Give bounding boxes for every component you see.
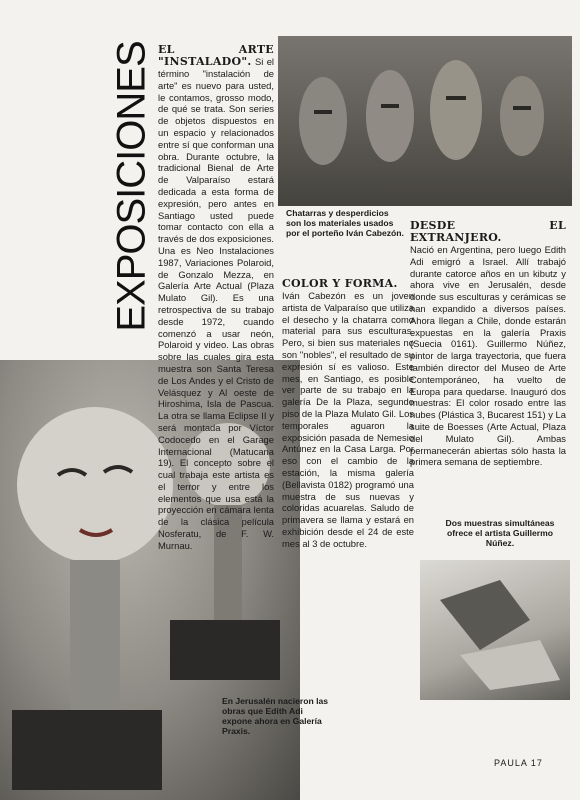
nunez-illustration — [420, 560, 570, 700]
column-extranjero — [410, 220, 566, 468]
text-color: Iván Cabezón es un joven artista de Valparaíso que utiliza el desecho y la chatarra como material para sus esculturas. Pero, si bien sus materiales no son "nobles", el resultado de su expresión sí es valioso. Este mes, en Santiago, es posible ver parte de su trabajo en la galería De la Plaza, segundo piso de la Plaza Mulato Gil. Los temporales aguaron la exposición pasada de Nemesio Antúnez en la Casa Larga. Por eso con el cambio de la estación, la misma galería (Bellavista 0182) programó una muestra de sus nuevas y coloridas acuarelas. Saludo de primavera se llama y estará en exhibición desde el 24 de este mes al 3 de octubre. — [282, 290, 414, 549]
caption-nunez: Dos muestras simultáneas ofrece el artista Guillermo Núñez. — [445, 518, 555, 548]
column-arte — [158, 44, 274, 552]
photo-masks — [278, 36, 572, 206]
page-folio: PAULA 17 — [494, 758, 543, 768]
heading-arte: EL ARTE "INSTALADO". — [158, 43, 274, 68]
caption-masks: Chatarras y desperdicios son los materiales usados por el porteño Iván Cabezón. — [286, 208, 404, 238]
page-title: EXPOSICIONES — [109, 40, 154, 332]
text-extranjero: Nació en Argentina, pero luego Edith Adi emigró a Israel. Allí trabajó durante catorce años en un kibutz y ahora vive en Jerusalén, desde donde sus esculturas y cerámicas se han expandido a diversos países. Ahora llegan a Chile, donde estarán expuestas en la galería Praxis (Suecia 0161). Guillermo Núñez, pintor de larga trayectoria, que fuera también director del Museo de Arte Contemporáneo, ha vuelto de Europa para quedarse. Inauguró dos muestras: El color rosado entre las nubes (Plástica 3, Bucarest 151) y La suite de Boesses (Arte Actual, Plaza del Mulato Gil). Ambas permanecerán abiertas sólo hasta la primera semana de septiembre. — [410, 244, 566, 468]
photo-nunez — [420, 560, 570, 700]
masks-illustration — [278, 36, 572, 206]
heading-extranjero: DESDE EL EXTRANJERO. — [410, 219, 566, 244]
heading-color: COLOR Y FORMA. — [282, 277, 398, 290]
column-color — [282, 278, 414, 550]
text-arte: Si el término "instalación de arte" es nuevo para usted, le contamos, grosso modo, de qué se trata. Son series de objetos dispuestos en un espacio y relacionados entre sí que conforman una obra. Durante octubre, la tradicional Bienal de Arte de Valparaíso estará dedicada a esta forma de expresión, pero antes en Santiago usted puede tomar contacto con ella a través de dos exposiciones. Una es Neo Instalaciones 1987, Variaciones Polaroid, de Gonzalo Mezza, en Galería Arte Actual (Plaza Mulato Gil). Es una retrospectiva de su trabajo desde 1972, cuando comenzó a usar neón, Polaroid y video. Las obras sobre las cuales gira esta muestra son Santa Teresa de Los Andes y el Cristo de Velásquez y Al oeste de Hiroshima, Isla de Pascua. La otra se llama Eclipse II y será montada por Víctor Codocedo en el Garage Internacional (Matucana 19). El concepto sobre el cual trabaja este artista es el terror y entre los elementos que usa está la proyección en cámara lenta de la clásica película Nosferatu, de F. W. Murnau. — [158, 56, 274, 551]
caption-statues: En Jerusalén nacieron las obras que Edith Adi expone ahora en Galería Praxis. — [222, 696, 329, 736]
